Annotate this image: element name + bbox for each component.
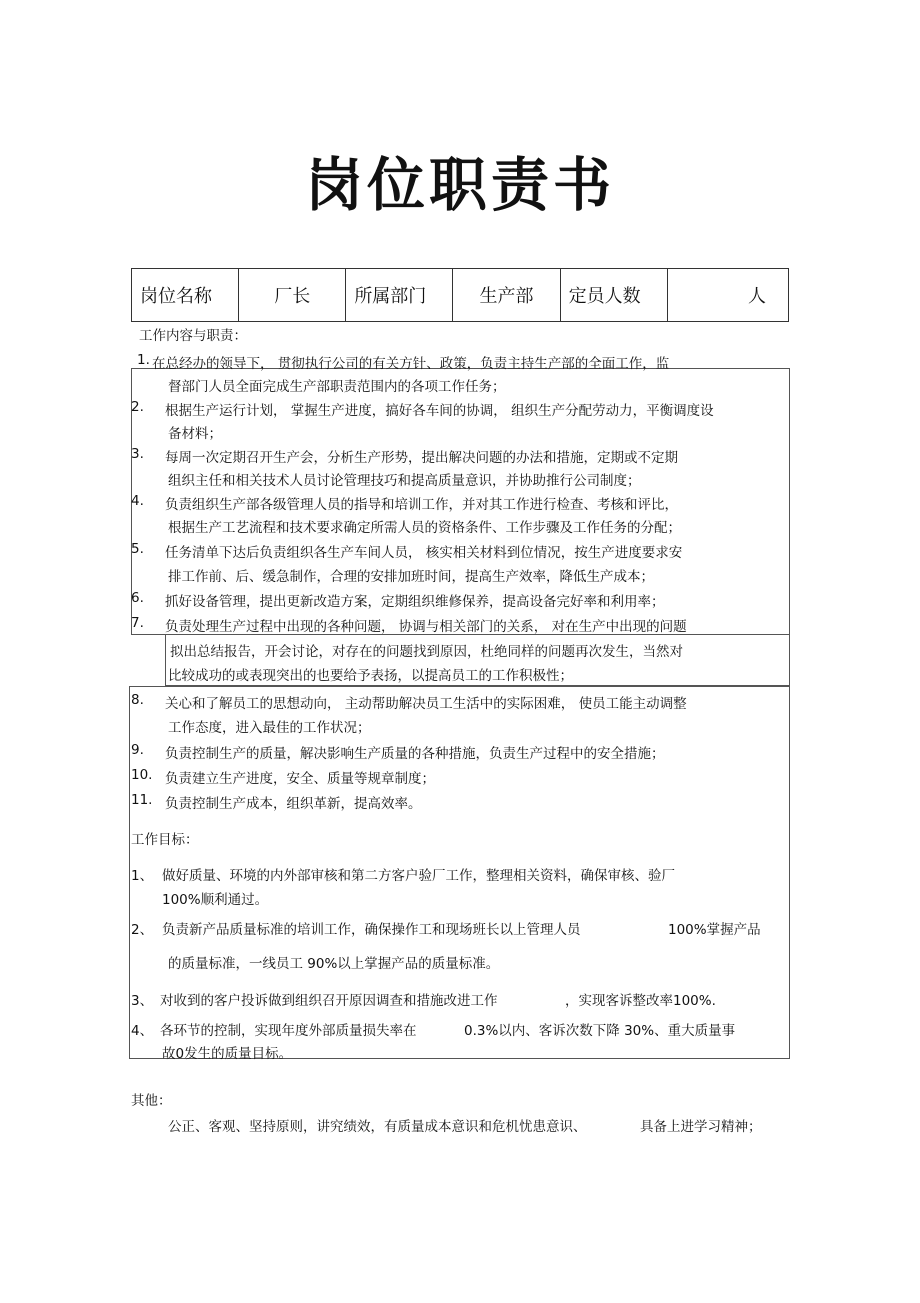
- duty-number: 5.: [131, 541, 144, 557]
- duty-line: 负责组织生产部各级管理人员的指导和培训工作，并对其工作进行检查、考核和评比，: [165, 497, 678, 513]
- duty-number: 2.: [131, 399, 144, 415]
- duty-number: 3.: [131, 446, 144, 462]
- duty-line: 负责控制生产成本，组织革新，提高效率。: [165, 796, 422, 812]
- goal-line: 100%掌握产品: [668, 922, 761, 938]
- duty-line: 每周一次定期召开生产会，分析生产形势，提出解决问题的办法和措施，定期或不定期: [165, 450, 678, 466]
- duty-number: 8.: [131, 692, 144, 708]
- duty-line: 拟出总结报告，开会讨论，对存在的问题找到原因，杜绝同样的问题再次发生，当然对: [170, 644, 683, 660]
- duty-line: 负责控制生产的质量，解决影响生产质量的各种措施，负责生产过程中的安全措施；: [165, 746, 665, 762]
- goal-line: 100%顺利通过。: [162, 892, 269, 908]
- goal-line: 各环节的控制，实现年度外部质量损失率在: [160, 1023, 417, 1039]
- position-name-label: 岗位名称: [132, 269, 239, 322]
- duty-line: 关心和了解员工的思想动向， 主动帮助解决员工生活中的实际困难， 使员工能主动调整: [165, 696, 687, 712]
- duty-number: 4.: [131, 493, 144, 509]
- goal-number: 4、: [131, 1023, 154, 1039]
- duty-number: 11.: [131, 792, 153, 808]
- goal-line: 负责新产品质量标准的培训工作，确保操作工和现场班长以上管理人员: [162, 922, 581, 938]
- duty-line: 在总经办的领导下， 贯彻执行公司的有关方针、政策，负责主持生产部的全面工作，监: [152, 356, 670, 372]
- duty-line: 工作态度，进入最佳的工作状况；: [168, 720, 371, 736]
- other-text: 具备上进学习精神；: [640, 1119, 762, 1135]
- department-value: 生产部: [453, 269, 560, 322]
- duty-line: 根据生产工艺流程和技术要求确定所需人员的资格条件、工作步骤及工作任务的分配；: [168, 520, 681, 536]
- goal-line: 做好质量、环境的内外部审核和第二方客户验厂工作，整理相关资料，确保审核、验厂: [162, 868, 675, 884]
- duty-line: 抓好设备管理，提出更新改造方案，定期组织维修保养，提高设备完好率和利用率；: [165, 594, 665, 610]
- page-title: 岗位职责书: [304, 151, 615, 219]
- duty-line: 任务清单下达后负责组织各生产车间人员， 核实相关材料到位情况，按生产进度要求安: [165, 545, 683, 561]
- duty-number: 6.: [131, 590, 144, 606]
- duty-line: 根据生产运行计划， 掌握生产进度，搞好各车间的协调， 组织生产分配劳动力，平衡调度设: [165, 403, 714, 419]
- goal-number: 3、: [131, 993, 154, 1009]
- position-name-value: 厂长: [239, 269, 346, 322]
- duty-line: 组织主任和相关技术人员讨论管理技巧和提高质量意识，并协助推行公司制度；: [168, 473, 641, 489]
- position-info-table: [131, 268, 789, 322]
- duty-line: 排工作前、后、缓急制作，合理的安排加班时间，提高生产效率，降低生产成本；: [168, 569, 654, 585]
- goal-line: 0.3%以内、客诉次数下降 30%、重大质量事: [464, 1023, 736, 1039]
- duty-number: 10.: [131, 767, 153, 783]
- duty-line: 负责处理生产过程中出现的各种问题， 协调与相关部门的关系， 对在生产中出现的问题: [165, 619, 687, 635]
- duty-line: 负责建立生产进度，安全、质量等规章制度；: [165, 771, 435, 787]
- duty-number: 7.: [131, 615, 144, 631]
- other-text: 公正、客观、坚持原则，讲究绩效，有质量成本意识和危机忧患意识、: [168, 1119, 587, 1135]
- goal-number: 2、: [131, 922, 154, 938]
- headcount-label: 定员人数: [560, 269, 667, 322]
- department-label: 所属部门: [346, 269, 453, 322]
- duties-heading: 工作内容与职责：: [139, 328, 247, 344]
- duty-line: 备材料；: [168, 426, 222, 442]
- goal-number: 1、: [131, 868, 154, 884]
- goal-line: 对收到的客户投诉做到组织召开原因调查和措施改进工作: [160, 993, 498, 1009]
- duty-number: 9.: [131, 742, 144, 758]
- headcount-value: 人: [667, 269, 788, 322]
- goal-line: 故0发生的质量目标。: [162, 1046, 293, 1062]
- other-heading: 其他：: [131, 1093, 172, 1109]
- goals-heading: 工作目标：: [131, 832, 199, 848]
- duty-line: 比较成功的或表现突出的也要给予表扬，以提高员工的工作积极性；: [168, 668, 573, 684]
- duty-line: 督部门人员全面完成生产部职责范围内的各项工作任务；: [168, 379, 506, 395]
- goal-line: 的质量标准，一线员工 90%以上掌握产品的质量标准。: [168, 956, 500, 972]
- duty-number: 1.: [137, 352, 150, 368]
- goal-line: ，实现客诉整改率100%.: [565, 993, 716, 1009]
